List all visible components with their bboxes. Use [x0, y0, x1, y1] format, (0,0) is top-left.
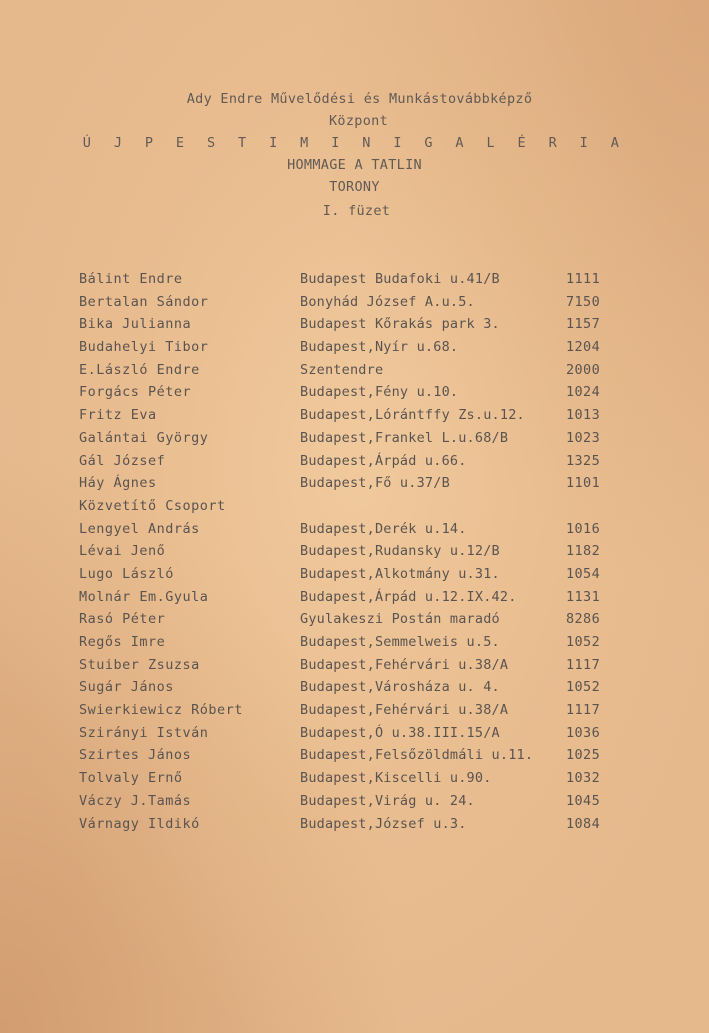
list-item — [0, 563, 709, 586]
entry-address: Budapest,Ó u.38.III.15/A — [300, 724, 500, 741]
entry-postal-code: 1025 — [566, 747, 601, 764]
list-item — [0, 813, 709, 836]
entry-address: Budapest,Nyír u.68. — [300, 339, 459, 356]
list-item — [0, 404, 709, 427]
entry-postal-code: 8286 — [566, 611, 601, 628]
entry-address: Budapest,Alkotmány u.31. — [300, 565, 500, 582]
entry-name: Galántai György — [79, 429, 209, 446]
list-item — [0, 654, 709, 677]
entry-postal-code: 1052 — [566, 634, 601, 650]
entry-address: Szentendre — [300, 361, 384, 378]
entry-postal-code: 1117 — [566, 702, 601, 719]
entry-address: Budapest,Lórántffy Zs.u.12. — [300, 407, 525, 424]
list-item — [0, 540, 709, 563]
entry-name: Bálint Endre — [79, 271, 183, 287]
list-item — [0, 472, 709, 495]
entry-postal-code: 1325 — [566, 452, 601, 469]
entry-name: Rasó Péter — [79, 611, 166, 628]
entry-postal-code: 1032 — [566, 770, 601, 787]
entry-name: Közvetítő Csoport — [79, 497, 226, 514]
entry-address: Budapest,Árpád u.66. — [300, 452, 467, 469]
entry-postal-code: 1204 — [566, 339, 601, 356]
institution-name: Ady Endre Művelődési és Munkástovábbképző — [186, 91, 533, 107]
entry-name: Budahelyi Tibor — [79, 339, 209, 356]
entry-address: Budapest Budafoki u.41/B — [300, 271, 500, 287]
entry-address: Budapest,Városháza u. 4. — [300, 679, 500, 696]
entry-postal-code: 2000 — [566, 361, 601, 378]
entry-address: Budapest,Fő u.37/B — [300, 475, 450, 492]
list-item — [0, 767, 709, 790]
list-item — [0, 359, 709, 382]
entry-name: Bika Julianna — [79, 316, 192, 333]
entry-postal-code: 1052 — [566, 679, 601, 696]
entry-name: Molnár Em.Gyula — [79, 588, 209, 605]
institution-center: Központ — [329, 113, 388, 129]
entry-address: Budapest,Frankel L.u.68/B — [300, 429, 509, 446]
entry-postal-code: 1045 — [566, 792, 601, 809]
entry-postal-code: 1111 — [566, 271, 601, 287]
exhibition-title: HOMMAGE A TATLIN — [287, 157, 422, 173]
entry-address: Budapest,Virág u. 24. — [300, 792, 475, 809]
entry-postal-code: 1024 — [566, 384, 601, 401]
entry-address: Bonyhád József A.u.5. — [300, 293, 475, 310]
list-item — [0, 744, 709, 767]
entry-name: Fritz Eva — [79, 407, 157, 424]
list-item — [0, 427, 709, 450]
entry-address: Budapest,Fehérvári u.38/A — [300, 656, 509, 673]
entry-postal-code: 7150 — [566, 293, 601, 310]
entry-postal-code: 1023 — [566, 429, 601, 446]
entry-address: Budapest,Felsőzöldmáli u.11. — [300, 747, 534, 764]
entry-name: Bertalan Sándor — [79, 293, 209, 310]
entry-name: Váczy J.Tamás — [79, 792, 192, 809]
document-header — [0, 88, 709, 222]
entry-postal-code: 1036 — [566, 724, 601, 741]
entry-postal-code: 1054 — [566, 565, 601, 582]
entry-postal-code: 1157 — [566, 316, 601, 333]
entry-postal-code: 1131 — [566, 588, 601, 605]
entry-address: Budapest,Derék u.14. — [300, 520, 467, 537]
entry-name: Háy Ágnes — [79, 475, 157, 492]
address-list — [0, 268, 709, 835]
list-item — [0, 518, 709, 541]
entry-address: Gyulakeszi Postán maradó — [300, 611, 500, 628]
list-item — [0, 450, 709, 473]
entry-postal-code: 1013 — [566, 407, 601, 424]
list-item — [0, 631, 709, 654]
list-item — [0, 291, 709, 314]
list-item — [0, 790, 709, 813]
entry-postal-code: 1084 — [566, 815, 601, 832]
entry-name: Lengyel András — [79, 520, 200, 537]
entry-name: Swierkiewicz Róbert — [79, 702, 243, 719]
entry-name: Tolvaly Ernő — [79, 770, 183, 787]
entry-name: Stuiber Zsuzsa — [79, 656, 200, 673]
entry-address: Budapest,Rudansky u.12/B — [300, 543, 500, 560]
list-item — [0, 699, 709, 722]
entry-name: Szirtes János — [79, 747, 192, 764]
entry-name: Lévai Jenő — [79, 543, 166, 560]
list-item — [0, 268, 709, 291]
list-item — [0, 608, 709, 631]
entry-address: Budapest,Árpád u.12.IX.42. — [300, 588, 517, 605]
entry-postal-code: 1117 — [566, 656, 601, 673]
list-item — [0, 336, 709, 359]
entry-postal-code: 1016 — [566, 520, 601, 537]
entry-name: E.László Endre — [79, 361, 200, 378]
entry-name: Lugo László — [79, 565, 174, 582]
entry-address: Budapest,Semmelweis u.5. — [300, 634, 500, 650]
list-item — [0, 495, 709, 518]
gallery-name: Ú J P E S T I M I N I G A L É R I A — [82, 135, 627, 151]
entry-name: Regős Imre — [79, 634, 166, 650]
entry-address: Budapest,Fény u.10. — [300, 384, 459, 401]
entry-address: Budapest Kőrakás park 3. — [300, 316, 500, 333]
list-item — [0, 586, 709, 609]
entry-name: Szirányi István — [79, 724, 209, 741]
entry-postal-code: 1101 — [566, 475, 601, 492]
entry-address: Budapest,József u.3. — [300, 815, 467, 832]
entry-name: Várnagy Ildikó — [79, 815, 200, 832]
list-item — [0, 313, 709, 336]
issue-number: I. füzet — [322, 203, 391, 219]
list-item — [0, 676, 709, 699]
entry-address: Budapest,Fehérvári u.38/A — [300, 702, 509, 719]
exhibition-subtitle: TORONY — [329, 179, 380, 195]
list-item — [0, 722, 709, 745]
list-item — [0, 381, 709, 404]
entry-name: Forgács Péter — [79, 384, 192, 401]
entry-name: Gál József — [79, 452, 166, 469]
entry-address: Budapest,Kiscelli u.90. — [300, 770, 492, 787]
entry-name: Sugár János — [79, 679, 174, 696]
entry-postal-code: 1182 — [566, 543, 601, 560]
